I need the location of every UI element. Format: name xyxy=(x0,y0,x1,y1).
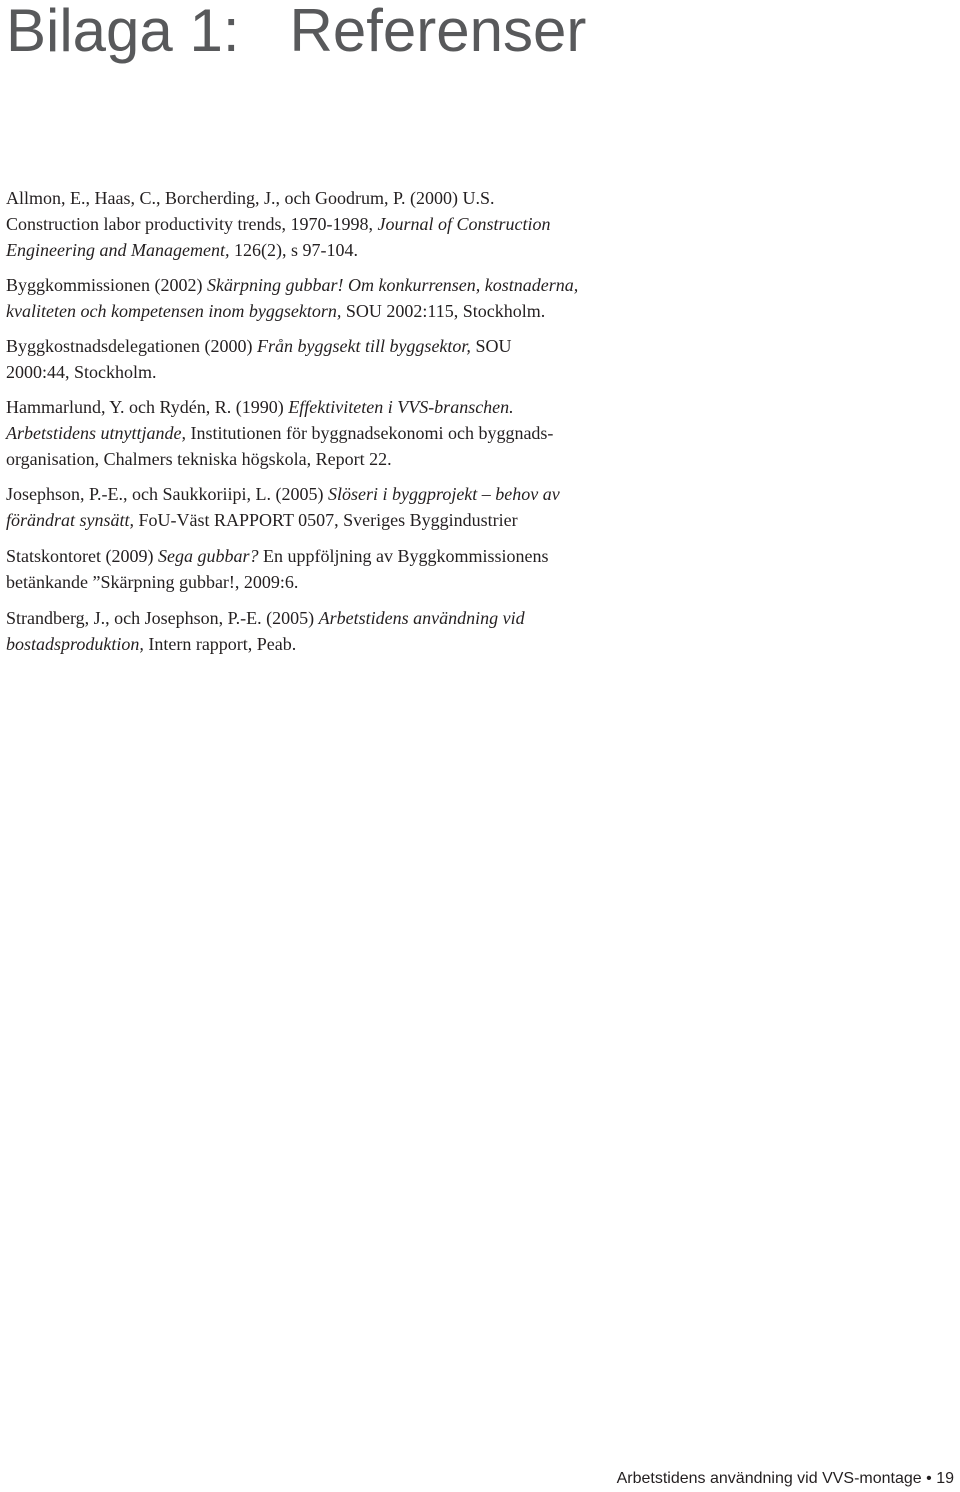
footer-running-title: Arbetstidens användning vid VVS-montage xyxy=(616,1470,922,1487)
reference-title-text: Effektiviteten i VVS-branschen. xyxy=(288,397,514,417)
reference-line xyxy=(6,298,646,324)
reference-title-text: Slöseri i byggprojekt – behov av xyxy=(327,484,560,504)
reference-line xyxy=(6,394,646,420)
reference-text: Institutionen för byggnadsekonomi och byggnads- xyxy=(185,423,554,443)
reference-line xyxy=(6,569,646,595)
reference-title-text: Journal of Construction xyxy=(377,214,551,234)
reference-line xyxy=(6,237,646,263)
reference-text: betänkande ”Skärpning gubbar!, 2009:6. xyxy=(6,572,299,592)
reference-entry xyxy=(6,481,646,533)
reference-entry xyxy=(6,394,646,472)
reference-entry xyxy=(6,543,646,595)
reference-line xyxy=(6,481,646,507)
reference-line xyxy=(6,420,646,446)
reference-text: Statskontoret (2009) xyxy=(6,546,158,566)
reference-text: 2000:44, Stockholm. xyxy=(6,362,157,382)
reference-title-text: Sega gubbar? xyxy=(157,546,259,566)
reference-text: En uppföljning av Byggkommissionens xyxy=(258,546,549,566)
reference-text: SOU 2002:115, Stockholm. xyxy=(341,301,546,321)
reference-line xyxy=(6,333,646,359)
reference-text: Hammarlund, Y. och Rydén, R. (1990) xyxy=(6,397,289,417)
reference-line xyxy=(6,507,646,533)
reference-text: Construction labor productivity trends, 1970-1998, xyxy=(6,214,378,234)
reference-line xyxy=(6,446,646,472)
reference-text: Intern rapport, Peab. xyxy=(143,634,297,654)
reference-title-text: Arbetstidens utnyttjande, xyxy=(6,423,186,443)
reference-entry xyxy=(6,272,646,324)
page-heading xyxy=(6,0,586,64)
reference-line xyxy=(6,211,646,237)
reference-line xyxy=(6,185,646,211)
reference-text: Allmon, E., Haas, C., Borcherding, J., och Goodrum, P. (2000) U.S. xyxy=(6,188,495,208)
reference-line xyxy=(6,272,646,298)
reference-line xyxy=(6,543,646,569)
reference-text: FoU-Väst RAPPORT 0507, Sveriges Byggindustrier xyxy=(134,510,518,530)
reference-title-text: kvaliteten och kompetensen inom byggsektorn, xyxy=(6,301,342,321)
heading-title: Referenser xyxy=(289,0,587,64)
reference-title-text: Arbetstidens användning vid xyxy=(318,608,525,628)
reference-title-text: Engineering and Management, xyxy=(6,240,230,260)
reference-text: Strandberg, J., och Josephson, P.-E. (2005) xyxy=(6,608,319,628)
reference-text: Josephson, P.-E., och Saukkoriipi, L. (2005) xyxy=(6,484,328,504)
reference-line xyxy=(6,605,646,631)
reference-list xyxy=(6,185,646,657)
reference-title-text: Från byggsekt till byggsektor, xyxy=(256,336,471,356)
reference-text: SOU xyxy=(470,336,512,356)
reference-title-text: Skärpning gubbar! Om konkurrensen, kostnaderna, xyxy=(207,275,579,295)
page-number: 19 xyxy=(936,1470,954,1487)
reference-line xyxy=(6,631,646,657)
heading-prefix: Bilaga 1: xyxy=(6,0,240,64)
reference-entry xyxy=(6,185,646,263)
reference-text: Byggkommissionen (2002) xyxy=(6,275,207,295)
reference-text: Byggkostnadsdelegationen (2000) xyxy=(6,336,257,356)
reference-text: organisation, Chalmers tekniska högskola, Report 22. xyxy=(6,449,392,469)
reference-line xyxy=(6,359,646,385)
reference-text: 126(2), s 97-104. xyxy=(229,240,358,260)
reference-entry xyxy=(6,333,646,385)
reference-entry xyxy=(6,605,646,657)
reference-title-text: förändrat synsätt, xyxy=(6,510,135,530)
page-footer xyxy=(617,1468,954,1490)
footer-separator: • xyxy=(926,1470,932,1487)
reference-title-text: bostadsproduktion, xyxy=(6,634,144,654)
